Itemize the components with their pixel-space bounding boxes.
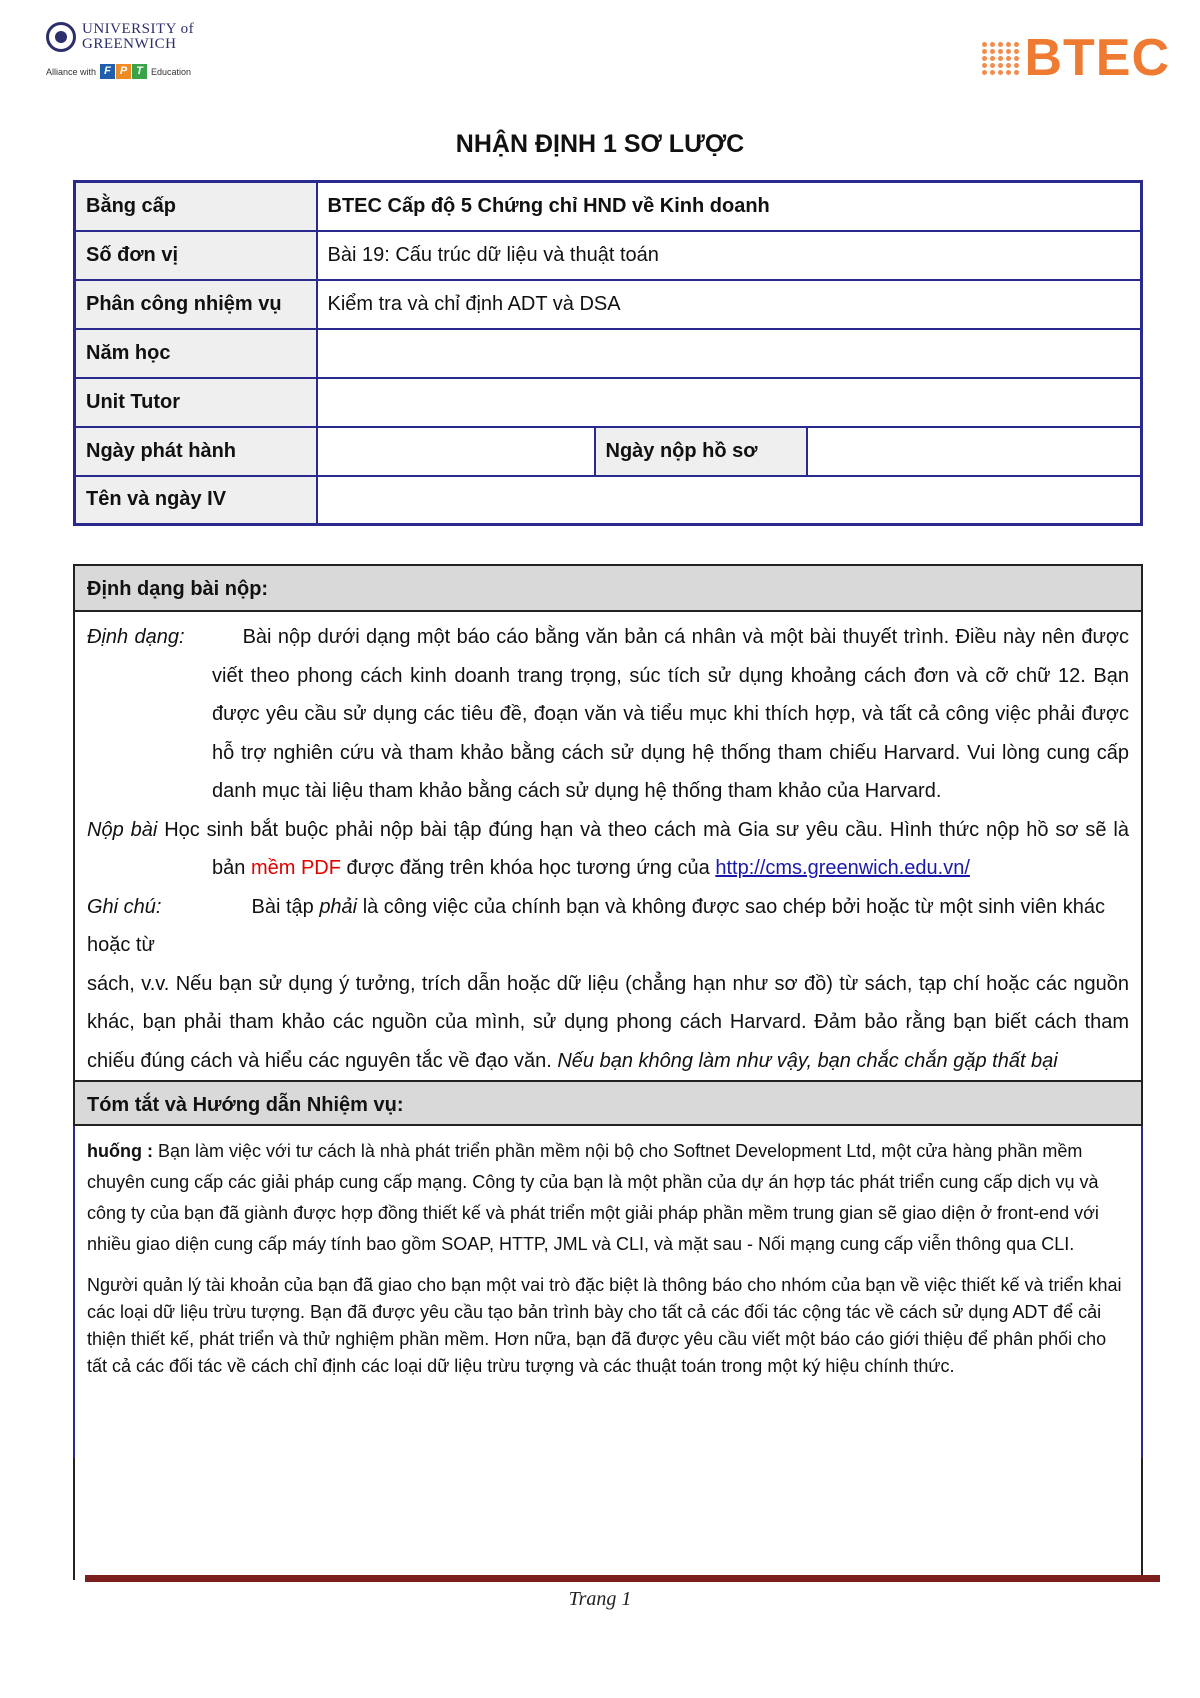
table-row	[75, 231, 1142, 280]
table-row	[75, 427, 1142, 476]
format-text: Bài nộp dưới dạng một báo cáo bằng văn bản cá nhân và một bài thuyết trình. Điều này nên được viết theo phong cách kinh doanh trang trọng, súc tích sử dụng khoảng cách đơn và cỡ chữ 12. Bạn được yêu cầu sử dụng các tiêu đề, đoạn văn và tiểu mục khi thích hợp, và tất cả công việc phải được hỗ trợ nghiên cứu và tham khảo bằng cách sử dụng hệ thống tham chiếu Harvard. Vui lòng cung cấp danh mục tài liệu tham khảo bằng cách sử dụng hệ thống tham khảo của Harvard.	[212, 626, 1130, 802]
tutor-value	[317, 378, 1142, 427]
qualification-label: Bằng cấp	[75, 182, 317, 231]
brief-body	[73, 1126, 1143, 1458]
assignment-value: Kiểm tra và chỉ định ADT và DSA	[317, 280, 1142, 329]
table-row	[75, 182, 1142, 231]
brief-paragraph: Người quản lý tài khoản của bạn đã giao cho bạn một vai trò đặc biệt là thông báo cho nhóm của bạn về việc thiết kế và triển khai các loại dữ liệu trừu tượng. Bạn đã được yêu cầu tạo bản trình bày cho tất cả các đối tác cộng tác về cách sử dụng ADT để cải thiện thiết kế, phát triển và thử nghiệm phần mềm. Hơn nữa, bạn đã được yêu cầu viết một báo cáo giới thiệu để phân phối cho tất cả các đối tác về cách chỉ định các loại dữ liệu trừu tượng và các thuật toán trong một ký hiệu chính thức.	[87, 1275, 1122, 1376]
submission-date-value	[807, 427, 1142, 476]
year-label: Năm học	[75, 329, 317, 378]
btec-dots-icon	[982, 42, 1020, 75]
cms-link[interactable]: http://cms.greenwich.edu.vn/	[715, 857, 970, 879]
iv-label: Tên và ngày IV	[75, 476, 317, 525]
page-number: Trang 1	[568, 1588, 632, 1610]
brief-paragraph: huống : Bạn làm việc với tư cách là nhà phát triển phần mềm nội bộ cho Softnet Development Ltd, một cửa hàng phần mềm chuyên cung cấp các giải pháp cung cấp mạng. Công ty của bạn là một phần của dự án hợp tác phát triển cung cấp dịch vụ và công ty của bạn đã giành được hợp đồng thiết kế và phát triển một giải pháp phần mềm trung gian sẽ giao diện ở front-end với nhiều giao diện cung cấp máy tính bao gồm SOAP, HTTP, JML và CLI, và mặt sau - Nối mạng cung cấp viễn thông qua CLI.	[87, 1141, 1099, 1254]
brief-heading: Tóm tắt và Hướng dẫn Nhiệm vụ:	[75, 1080, 1141, 1126]
footer-divider	[85, 1575, 1160, 1582]
submission-section	[73, 564, 1143, 1580]
table-row	[75, 476, 1142, 525]
unit-label: Số đơn vị	[75, 231, 317, 280]
format-label: Định dạng:	[87, 626, 185, 648]
pdf-highlight: mềm PDF	[250, 857, 341, 879]
issue-date-label: Ngày phát hành	[75, 427, 317, 476]
submission-date-label: Ngày nộp hồ sơ	[595, 427, 807, 476]
qualification-value: BTEC Cấp độ 5 Chứng chỉ HND về Kinh doanh	[317, 182, 1142, 231]
note-label: Ghi chú:	[87, 895, 162, 918]
submission-body	[75, 612, 1141, 1080]
page-title: NHẬN ĐỊNH 1 SƠ LƯỢC	[455, 130, 745, 158]
assignment-info-table	[73, 180, 1143, 526]
format-paragraph	[87, 618, 1129, 811]
table-row	[75, 280, 1142, 329]
submission-heading: Định dạng bài nộp:	[75, 566, 1141, 612]
btec-logo	[950, 28, 1170, 88]
submit-label: Nộp bài	[87, 818, 158, 841]
issue-date-value	[317, 427, 595, 476]
table-row	[75, 378, 1142, 427]
btec-wordmark: BTEC	[1024, 29, 1170, 87]
note-continued: sách, v.v. Nếu bạn sử dụng ý tưởng, trích dẫn hoặc dữ liệu (chẳng hạn như sơ đồ) từ sách, tạp chí hoặc các nguồn khác, bạn phải tham khảo các nguồn của mình, sử dụng phong cách Harvard. Đảm bảo rằng bạn biết cách tham chiếu đúng cách và hiểu các nguyên tắc về đạo văn. Nếu bạn không làm như vậy, bạn chắc chắn gặp thất bại	[87, 972, 1129, 1072]
alliance-line: Alliance with F P T Education	[46, 65, 192, 77]
tutor-label: Unit Tutor	[75, 378, 317, 427]
university-seal-icon	[46, 22, 76, 52]
university-logo	[46, 22, 206, 92]
unit-value: Bài 19: Cấu trúc dữ liệu và thuật toán	[317, 231, 1142, 280]
table-row	[75, 329, 1142, 378]
submit-paragraph: Nộp bài Học sinh bắt buộc phải nộp bài tập đúng hạn và theo cách mà Gia sư yêu cầu. Hình thức nộp hồ sơ sẽ là bản mềm PDF được đăng trên khóa học tương ứng của http://cms.greenwich.edu.vn/	[87, 818, 1130, 879]
fpt-logo: F P T	[100, 64, 147, 79]
note-paragraph: Ghi chú: Bài tập phải là công việc của chính bạn và không được sao chép bởi hoặc từ một sinh viên khác hoặc từ	[87, 895, 1106, 956]
university-name: UNIVERSITY of GREENWICH	[82, 21, 195, 52]
year-value	[317, 329, 1142, 378]
assignment-label: Phân công nhiệm vụ	[75, 280, 317, 329]
iv-value	[317, 476, 1142, 525]
